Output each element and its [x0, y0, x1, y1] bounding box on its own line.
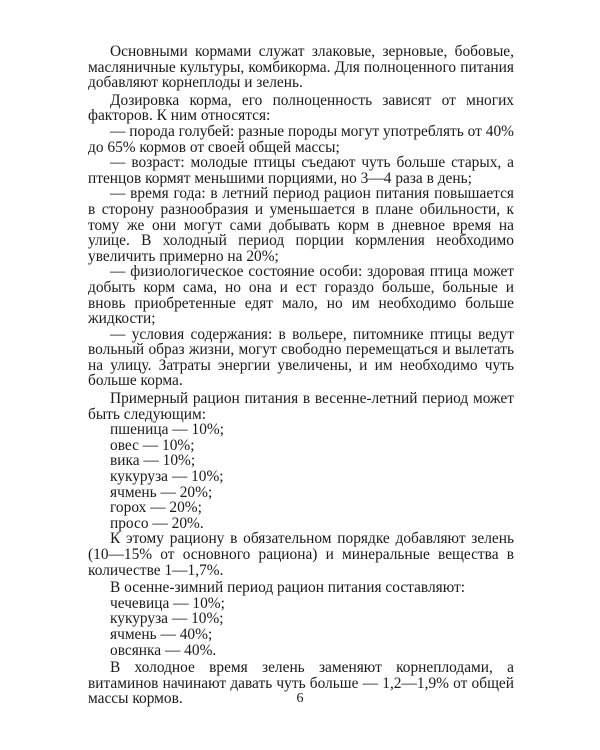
paragraph-age: — возраст: молодые птицы съедают чуть больше старых, а птенцов кормят меньшими порциями, но 3—4 раза в день;: [88, 154, 514, 187]
list-item: кукуруза — 10%;: [110, 610, 224, 628]
list-item: овсянка — 40%.: [110, 641, 217, 659]
paragraph-physiology: — физиологическое состояние особи: здоровая птица может добыть корм сама, но она и ест гораздо больше, больные и вновь приобретенные едят мало, но им необходимо больше жидкости;: [88, 263, 514, 328]
list-item: кукуруза — 10%;: [110, 468, 224, 486]
list-item: просо — 20%.: [110, 514, 204, 532]
list-item: ячмень — 40%;: [110, 625, 213, 643]
list-item: вика — 10%;: [110, 452, 196, 470]
list-item: пшеница — 10%;: [110, 421, 225, 439]
paragraph-conditions: — условия содержания: в вольере, питомнике птицы ведут вольный образ жизни, могут свободно перемещаться и вылетать на улицу. Затраты энергии увеличены, и им необходимо чуть больше корма.: [88, 325, 514, 390]
list-item: ячмень — 20%;: [110, 483, 213, 501]
paragraph-season: — время года: в летний период рацион питания повышается в сторону разнообразия и уменьшается в плане обильности, к тому же они могут сами добывать корм в дневное время на улице. В холодный период порции кормления необходимо увеличить примерно на 20%;: [88, 185, 514, 265]
list-item: чечевица — 10%;: [110, 594, 225, 612]
paragraph-breed: — порода голубей: разные породы могут употреблять от 40% до 65% кормов от своей общей массы;: [88, 122, 514, 156]
page-number: 6: [296, 691, 304, 706]
paragraph-greens-addition: К этому рациону в обязательном порядке добавляют зелень (10—15% от основного рациона) и минеральные вещества в количестве 1—1,7%.: [88, 530, 514, 579]
list-item: овес — 10%;: [110, 436, 195, 454]
page-body: [88, 44, 514, 707]
autumn-winter-ration-list: [88, 596, 514, 658]
paragraph-dosage: Дозировка корма, его полноценность зависят от многих факторов. К ним относятся:: [88, 91, 514, 125]
paragraph-spring-ration-intro: Примерный рацион питания в весенне-летний период может быть следующим:: [88, 390, 514, 423]
paragraph-main-feeds: Основными кормами служат злаковые, зерновые, бобовые, масляничные культуры, комбикорма. Для полноценного питания добавляют корнеплоды и зелень.: [88, 43, 514, 92]
paragraph-autumn-ration-intro: В осенне-зимний период рацион питания составляют:: [110, 579, 466, 597]
paragraph-cold-season: В холодное время зелень заменяют корнеплодами, а витаминов начинают давать чуть больше — 1,2—1,9% от общей массы кормов.: [88, 659, 514, 708]
spring-summer-ration-list: [88, 422, 514, 531]
list-item: горох — 20%;: [110, 499, 202, 517]
